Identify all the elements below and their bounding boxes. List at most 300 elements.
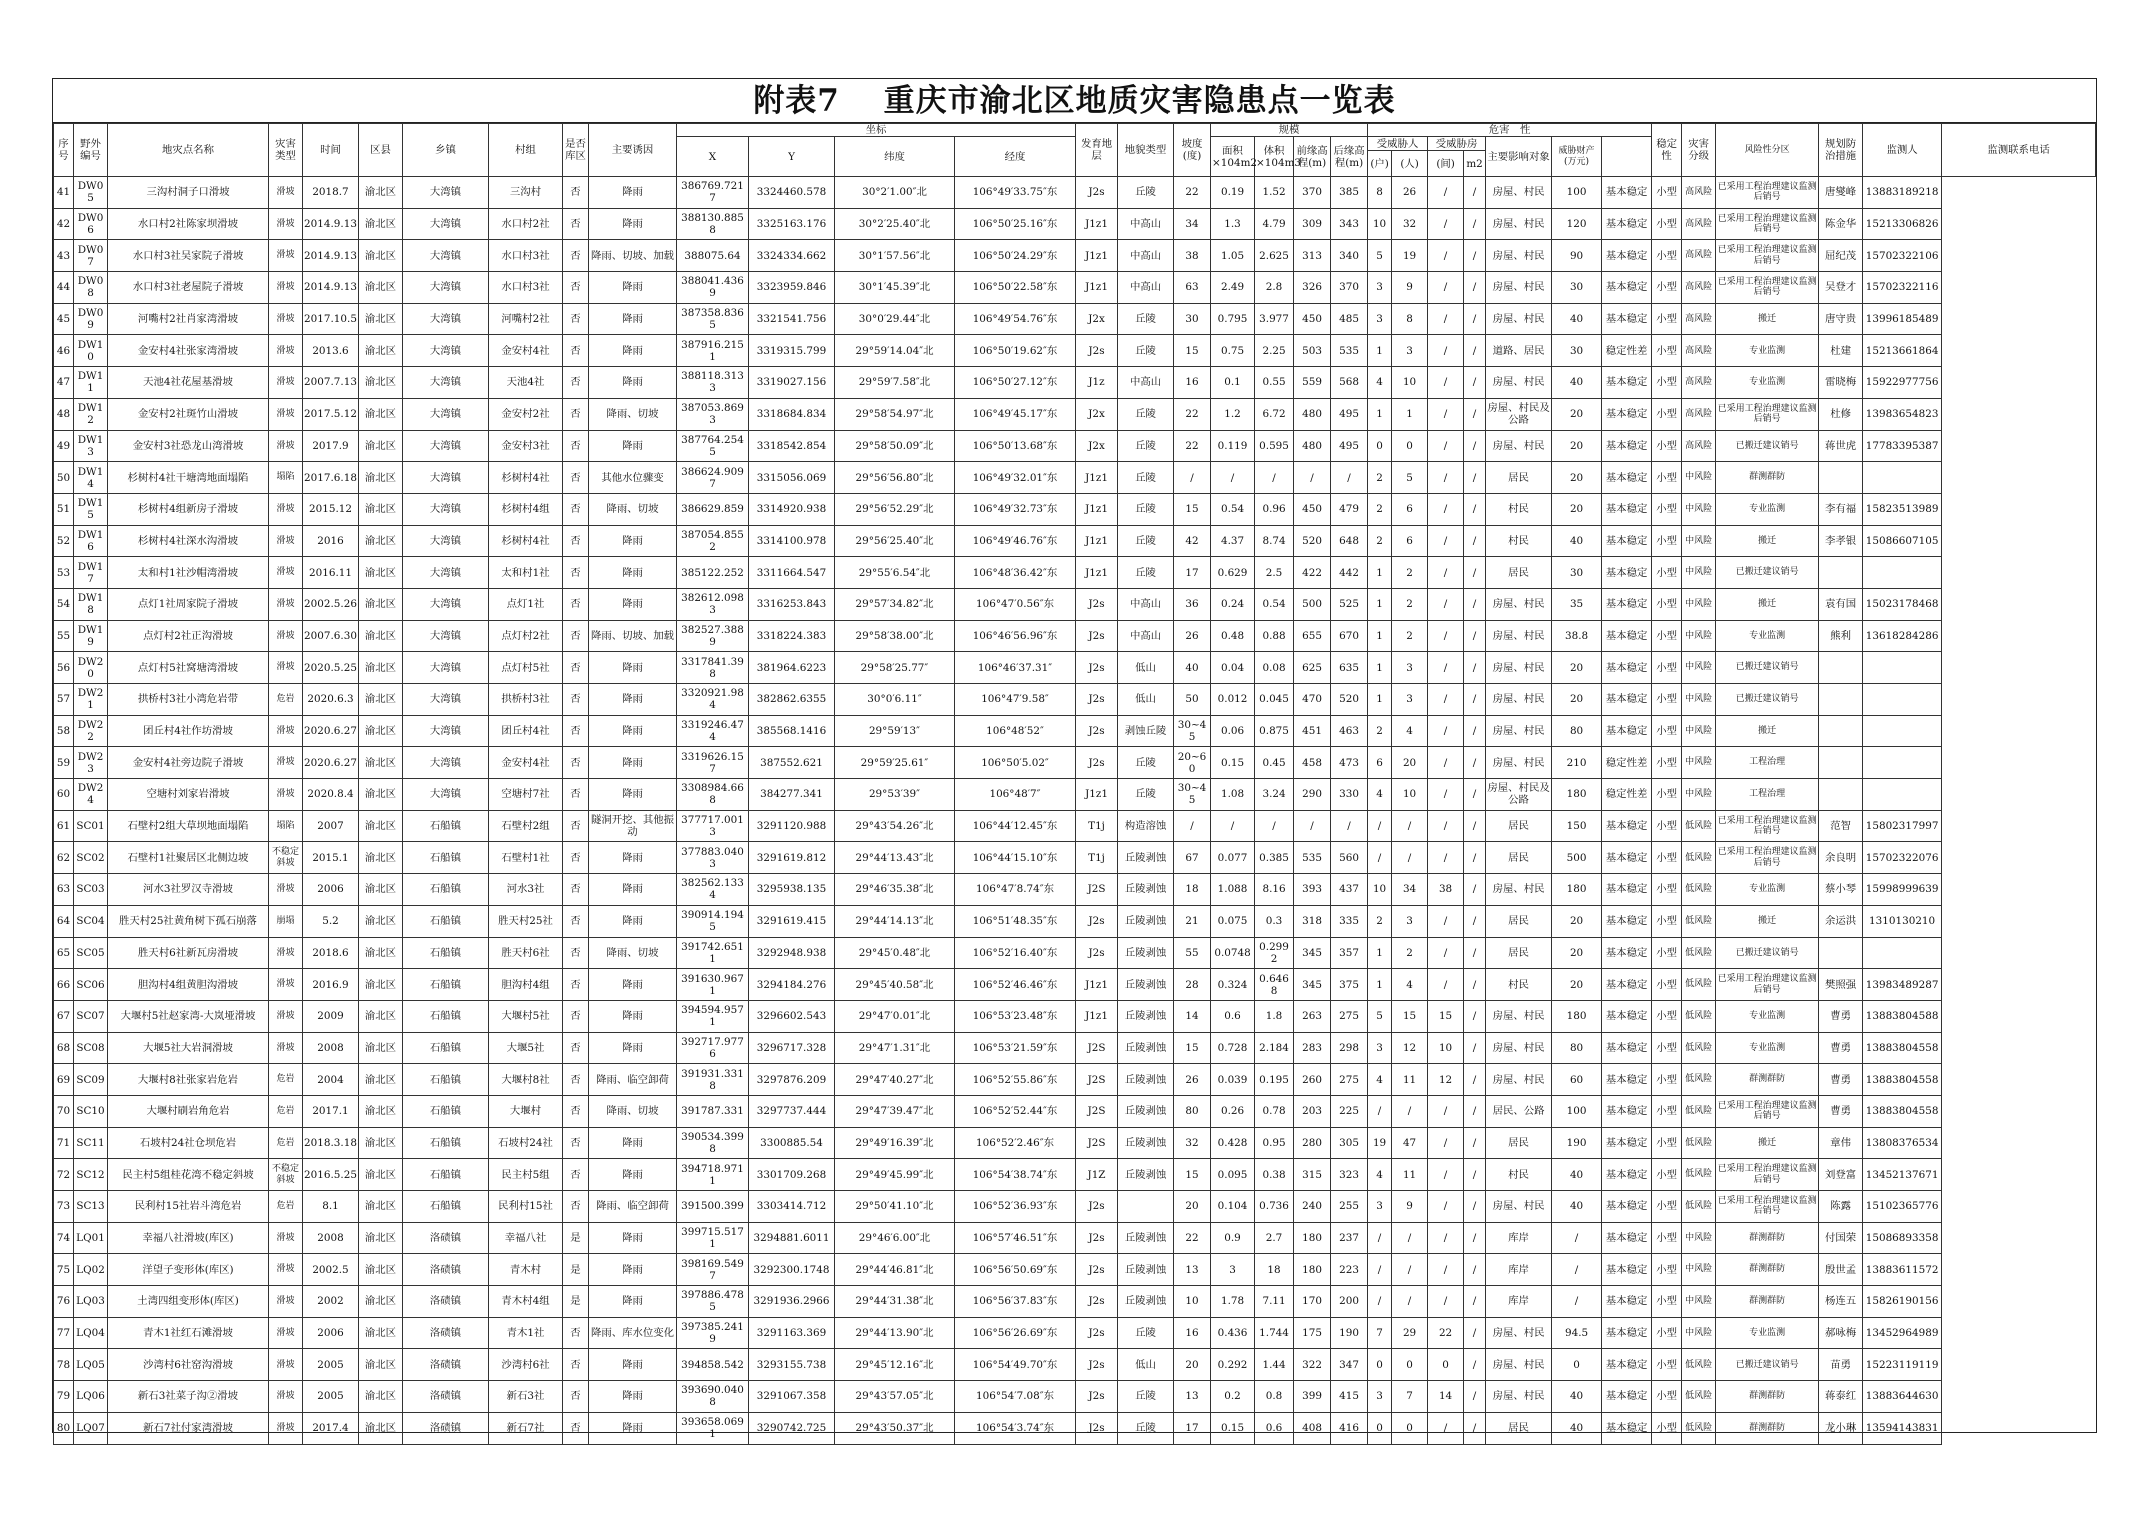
cell-lon: 106°46′37.31″ [955,652,1076,684]
cell-district: 渝北区 [359,335,403,367]
cell-village: 幸福八社 [489,1222,563,1254]
cell-field-code: DW14 [74,462,108,494]
cell-objects: 村民 [1486,1159,1552,1191]
cell-rooms: / [1428,462,1464,494]
cell-objects: 居民 [1486,810,1552,842]
cell-area: 0.104 [1211,1191,1255,1223]
cell-households: 3 [1368,1191,1392,1223]
cell-area: 1.08 [1211,779,1255,811]
cell-district: 渝北区 [359,1032,403,1064]
cell-slope: 80 [1174,1095,1211,1127]
cell-town: 大湾镇 [403,303,489,335]
cell-y: 3316253.843 [749,588,835,620]
cell-district: 渝北区 [359,1381,403,1413]
cell-landform: 丘陵剥蚀 [1118,1000,1174,1032]
cell-stability: 基本稳定 [1602,208,1652,240]
cell-objects: 道路、居民 [1486,335,1552,367]
cell-risk-zone: 中风险 [1682,652,1716,684]
cell-field-code: DW13 [74,430,108,462]
cell-name: 点灯村2社正沟滑坡 [108,620,269,652]
cell-reservoir: 否 [563,969,589,1001]
cell-volume: 8.16 [1255,874,1294,906]
cell-volume: 0.3 [1255,905,1294,937]
cell-volume: 0.2992 [1255,937,1294,969]
cell-reservoir: 否 [563,652,589,684]
cell-objects: 房屋、村民 [1486,1349,1552,1381]
cell-monitor: 苗勇 [1819,1349,1863,1381]
cell-m2: / [1464,557,1486,589]
cell-monitor: 郝咏梅 [1819,1317,1863,1349]
header-rear-elev: 后缘高程(m) [1331,137,1368,177]
cell-cause: 降雨 [589,969,677,1001]
cell-lat: 29°44′46.81″北 [835,1254,955,1286]
cell-front-elev: 180 [1294,1254,1331,1286]
cell-lon: 106°51′48.35″东 [955,905,1076,937]
cell-front-elev: 309 [1294,208,1331,240]
cell-monitor: 章伟 [1819,1127,1863,1159]
cell-phone: 13883804558 [1863,1064,1942,1096]
cell-lat: 29°58′25.77″ [835,652,955,684]
cell-time: 2020.8.4 [303,779,359,811]
table-row [54,1412,2096,1444]
cell-volume: 0.54 [1255,588,1294,620]
cell-time: 2020.6.27 [303,715,359,747]
cell-time: 2014.9.13 [303,208,359,240]
cell-landform: 丘陵剥蚀 [1118,874,1174,906]
cell-time: 2016.5.25 [303,1159,359,1191]
table-row [54,810,2096,842]
header-y: Y [749,137,835,177]
table-row [54,1000,2096,1032]
cell-district: 渝北区 [359,684,403,716]
cell-district: 渝北区 [359,303,403,335]
cell-monitor [1819,462,1863,494]
cell-grade: 小型 [1652,1286,1682,1318]
cell-measures: 已采用工程治理建议监测后销号 [1716,240,1819,272]
cell-m2: / [1464,398,1486,430]
cell-time: 2002.5.26 [303,588,359,620]
cell-seq: 43 [54,240,74,272]
cell-monitor: 樊照强 [1819,969,1863,1001]
cell-reservoir: 否 [563,747,589,779]
cell-strata: J2s [1076,747,1118,779]
cell-rear-elev: 370 [1331,272,1368,304]
cell-name: 河水3社罗汉寺滑坡 [108,874,269,906]
cell-area: 0.119 [1211,430,1255,462]
cell-lon: 106°50′24.29″东 [955,240,1076,272]
cell-slope: 67 [1174,842,1211,874]
cell-slope: 38 [1174,240,1211,272]
cell-landform: 中高山 [1118,240,1174,272]
cell-lat: 29°45′40.58″北 [835,969,955,1001]
cell-stability: 基本稳定 [1602,240,1652,272]
cell-stability: 基本稳定 [1602,177,1652,209]
cell-risk-zone: 低风险 [1682,1032,1716,1064]
cell-landform: 丘陵 [1118,430,1174,462]
cell-objects: 房屋、村民 [1486,272,1552,304]
cell-district: 渝北区 [359,367,403,399]
cell-rooms: / [1428,1286,1464,1318]
cell-persons: 5 [1392,462,1428,494]
cell-y: 384277.341 [749,779,835,811]
cell-field-code: LQ04 [74,1317,108,1349]
cell-slope: 18 [1174,874,1211,906]
cell-households: / [1368,1095,1392,1127]
cell-phone: 13883644630 [1863,1381,1942,1413]
cell-reservoir: 是 [563,1222,589,1254]
cell-monitor: 曹勇 [1819,1000,1863,1032]
cell-time: 2009 [303,1000,359,1032]
header-seq: 序号 [54,124,74,177]
cell-area: 0.012 [1211,684,1255,716]
cell-m2: / [1464,937,1486,969]
cell-monitor [1819,937,1863,969]
cell-property: 20 [1552,430,1602,462]
cell-monitor: 殷世孟 [1819,1254,1863,1286]
cell-village: 青木1社 [489,1317,563,1349]
cell-rooms: / [1428,398,1464,430]
cell-seq: 73 [54,1191,74,1223]
cell-district: 渝北区 [359,874,403,906]
cell-district: 渝北区 [359,462,403,494]
cell-objects: 房屋、村民 [1486,208,1552,240]
cell-stability: 基本稳定 [1602,1000,1652,1032]
cell-objects: 房屋、村民 [1486,1381,1552,1413]
cell-district: 渝北区 [359,620,403,652]
cell-persons: 3 [1392,335,1428,367]
cell-cause: 降雨 [589,684,677,716]
cell-m2: / [1464,1286,1486,1318]
cell-town: 大湾镇 [403,208,489,240]
cell-x: 391787.331 [677,1095,749,1127]
table-row [54,652,2096,684]
cell-name: 胜天村25社黄角树下孤石崩落 [108,905,269,937]
cell-area: 0.075 [1211,905,1255,937]
cell-x: 391630.9671 [677,969,749,1001]
cell-landform: 丘陵 [1118,335,1174,367]
cell-type: 塌陷 [269,462,303,494]
cell-cause: 降雨 [589,335,677,367]
cell-lat: 30°0′29.44″北 [835,303,955,335]
cell-field-code: DW08 [74,272,108,304]
cell-town: 石船镇 [403,905,489,937]
cell-lon: 106°49′33.75″东 [955,177,1076,209]
cell-measures: 专业监测 [1716,1032,1819,1064]
cell-type: 滑坡 [269,303,303,335]
cell-risk-zone: 低风险 [1682,1349,1716,1381]
cell-town: 石船镇 [403,1095,489,1127]
cell-lat: 30°1′45.39″北 [835,272,955,304]
cell-front-elev: 625 [1294,652,1331,684]
cell-property: 40 [1552,303,1602,335]
cell-town: 洛碛镇 [403,1222,489,1254]
cell-time: 2002 [303,1286,359,1318]
cell-households: 4 [1368,367,1392,399]
cell-risk-zone: 低风险 [1682,842,1716,874]
cell-landform: 丘陵 [1118,525,1174,557]
cell-front-elev: 313 [1294,240,1331,272]
header-risk-zone: 风险性分区 [1716,124,1819,177]
cell-persons: 4 [1392,969,1428,1001]
cell-x: 387764.2545 [677,430,749,462]
cell-area: 0.15 [1211,1412,1255,1444]
cell-lat: 29°47′39.47″北 [835,1095,955,1127]
cell-measures: 已采用工程治理建议监测后销号 [1716,810,1819,842]
cell-field-code: SC09 [74,1064,108,1096]
hazard-table [53,123,2096,1445]
cell-lon: 106°54′3.74″东 [955,1412,1076,1444]
cell-stability: 基本稳定 [1602,493,1652,525]
cell-m2: / [1464,367,1486,399]
cell-district: 渝北区 [359,969,403,1001]
cell-volume: 8.74 [1255,525,1294,557]
cell-grade: 小型 [1652,398,1682,430]
cell-seq: 47 [54,367,74,399]
cell-strata: J2s [1076,1412,1118,1444]
cell-volume: 0.6 [1255,1412,1294,1444]
cell-lon: 106°49′46.76″东 [955,525,1076,557]
cell-objects: 居民 [1486,937,1552,969]
cell-lat: 29°49′45.99″北 [835,1159,955,1191]
cell-stability: 基本稳定 [1602,969,1652,1001]
cell-area: 1.2 [1211,398,1255,430]
cell-rooms: / [1428,620,1464,652]
cell-field-code: LQ07 [74,1412,108,1444]
cell-slope: 14 [1174,1000,1211,1032]
cell-town: 洛碛镇 [403,1412,489,1444]
header-lon: 经度 [955,137,1076,177]
cell-persons: 9 [1392,272,1428,304]
cell-cause: 降雨 [589,652,677,684]
cell-strata: J1z1 [1076,462,1118,494]
cell-rooms: / [1428,303,1464,335]
cell-name: 民利村15社岩斗湾危岩 [108,1191,269,1223]
cell-reservoir: 否 [563,1412,589,1444]
cell-landform: 丘陵剥蚀 [1118,1032,1174,1064]
cell-households: 1 [1368,557,1392,589]
cell-front-elev: 290 [1294,779,1331,811]
cell-persons: 0 [1392,1412,1428,1444]
cell-property: 40 [1552,525,1602,557]
cell-area: 0.48 [1211,620,1255,652]
cell-x: 387053.8693 [677,398,749,430]
cell-area: 0.728 [1211,1032,1255,1064]
cell-y: 3297876.209 [749,1064,835,1096]
cell-field-code: SC04 [74,905,108,937]
cell-m2: / [1464,715,1486,747]
header-monitor: 监测人 [1863,124,1942,177]
cell-cause: 其他水位骤变 [589,462,677,494]
cell-front-elev: 175 [1294,1317,1331,1349]
cell-field-code: SC13 [74,1191,108,1223]
cell-objects: 房屋、村民 [1486,652,1552,684]
cell-grade: 小型 [1652,272,1682,304]
cell-type: 危岩 [269,684,303,716]
cell-landform: 丘陵 [1118,557,1174,589]
cell-objects: 房屋、村民 [1486,1191,1552,1223]
cell-name: 沙湾村6社窑沟滑坡 [108,1349,269,1381]
cell-monitor: 雷晓梅 [1819,367,1863,399]
cell-slope: 10 [1174,1286,1211,1318]
cell-district: 渝北区 [359,937,403,969]
cell-m2: / [1464,588,1486,620]
cell-measures: 工程治理 [1716,779,1819,811]
cell-persons: 3 [1392,905,1428,937]
cell-monitor [1819,684,1863,716]
cell-measures: 专业监测 [1716,1000,1819,1032]
table-row [54,462,2096,494]
cell-town: 石船镇 [403,842,489,874]
cell-monitor: 杜修 [1819,398,1863,430]
cell-seq: 65 [54,937,74,969]
cell-time: 2020.6.3 [303,684,359,716]
cell-households: 0 [1368,1412,1392,1444]
cell-slope: / [1174,462,1211,494]
cell-persons: 32 [1392,208,1428,240]
header-field-code: 野外编号 [74,124,108,177]
cell-village: 新石3社 [489,1381,563,1413]
table-row [54,1095,2096,1127]
cell-slope: 42 [1174,525,1211,557]
cell-grade: 小型 [1652,1000,1682,1032]
cell-reservoir: 否 [563,367,589,399]
cell-time: 2017.10.5 [303,303,359,335]
cell-measures: 搬迁 [1716,715,1819,747]
cell-reservoir: 否 [563,937,589,969]
table-row [54,1349,2096,1381]
cell-lat: 29°53′39″ [835,779,955,811]
cell-rear-elev: 275 [1331,1000,1368,1032]
cell-lon: 106°56′26.69″东 [955,1317,1076,1349]
cell-measures: 搬迁 [1716,1127,1819,1159]
cell-stability: 基本稳定 [1602,652,1652,684]
cell-slope: 22 [1174,1222,1211,1254]
cell-lat: 29°45′12.16″北 [835,1349,955,1381]
cell-objects: 居民、公路 [1486,1095,1552,1127]
cell-district: 渝北区 [359,525,403,557]
cell-lon: 106°50′25.16″东 [955,208,1076,240]
cell-type: 滑坡 [269,430,303,462]
cell-risk-zone: 低风险 [1682,810,1716,842]
cell-y: 3294881.6011 [749,1222,835,1254]
cell-grade: 小型 [1652,493,1682,525]
cell-risk-zone: 低风险 [1682,1064,1716,1096]
cell-x: 397385.2419 [677,1317,749,1349]
cell-y: 381964.6223 [749,652,835,684]
cell-seq: 45 [54,303,74,335]
cell-measures: 已搬迁建议销号 [1716,652,1819,684]
cell-persons: 11 [1392,1159,1428,1191]
cell-stability: 基本稳定 [1602,810,1652,842]
header-threat-houses: 受威胁房 [1428,137,1486,151]
cell-risk-zone: 中风险 [1682,1317,1716,1349]
cell-slope: / [1174,810,1211,842]
cell-reservoir: 否 [563,1127,589,1159]
cell-cause: 降雨 [589,874,677,906]
cell-cause: 降雨 [589,303,677,335]
cell-lon: 106°49′45.17″东 [955,398,1076,430]
cell-grade: 小型 [1652,1064,1682,1096]
cell-village: 金安村4社 [489,747,563,779]
cell-front-elev: 450 [1294,303,1331,335]
cell-y: 3291120.988 [749,810,835,842]
cell-x: 386629.859 [677,493,749,525]
cell-slope: 15 [1174,493,1211,525]
cell-front-elev: 520 [1294,525,1331,557]
cell-measures: 搬迁 [1716,525,1819,557]
cell-front-elev: 535 [1294,842,1331,874]
cell-village: 拱桥村3社 [489,684,563,716]
cell-slope: 30~45 [1174,715,1211,747]
cell-households: 0 [1368,1349,1392,1381]
cell-field-code: DW12 [74,398,108,430]
cell-households: 10 [1368,874,1392,906]
cell-x: 391742.6511 [677,937,749,969]
cell-y: 3311664.547 [749,557,835,589]
header-hazard: 危害 性 [1368,124,1652,137]
cell-reservoir: 否 [563,208,589,240]
cell-measures: 群测群防 [1716,1222,1819,1254]
cell-type: 崩塌 [269,905,303,937]
cell-reservoir: 否 [563,874,589,906]
cell-lon: 106°49′54.76″东 [955,303,1076,335]
cell-x: 397886.4785 [677,1286,749,1318]
cell-measures: 已采用工程治理建议监测后销号 [1716,398,1819,430]
cell-name: 水口村3社吴家院子滑坡 [108,240,269,272]
hazard-rows [54,177,2096,1445]
cell-rear-elev: 495 [1331,398,1368,430]
cell-time: 2007.7.13 [303,367,359,399]
cell-name: 金安村3社恐龙山湾滑坡 [108,430,269,462]
cell-m2: / [1464,1159,1486,1191]
cell-risk-zone: 高风险 [1682,272,1716,304]
cell-stability: 基本稳定 [1602,1317,1652,1349]
cell-measures: 工程治理 [1716,747,1819,779]
cell-lon: 106°44′12.45″东 [955,810,1076,842]
cell-risk-zone: 高风险 [1682,398,1716,430]
cell-field-code: SC03 [74,874,108,906]
cell-phone: 1310130210 [1863,905,1942,937]
cell-volume: 2.5 [1255,557,1294,589]
cell-village: 青木村4组 [489,1286,563,1318]
cell-reservoir: 否 [563,779,589,811]
cell-grade: 小型 [1652,588,1682,620]
cell-district: 渝北区 [359,493,403,525]
cell-objects: 居民 [1486,842,1552,874]
cell-risk-zone: 低风险 [1682,937,1716,969]
cell-district: 渝北区 [359,177,403,209]
cell-volume: 2.184 [1255,1032,1294,1064]
cell-households: / [1368,810,1392,842]
cell-measures: 已采用工程治理建议监测后销号 [1716,272,1819,304]
table-row [54,1064,2096,1096]
cell-reservoir: 否 [563,1095,589,1127]
cell-x: 382562.1334 [677,874,749,906]
cell-persons: 6 [1392,493,1428,525]
cell-landform: 丘陵 [1118,1381,1174,1413]
cell-area: 1.3 [1211,208,1255,240]
cell-name: 幸福八社滑坡(库区) [108,1222,269,1254]
cell-grade: 小型 [1652,1095,1682,1127]
cell-front-elev: 180 [1294,1222,1331,1254]
cell-objects: 村民 [1486,525,1552,557]
header-strata: 发育地层 [1076,124,1118,177]
cell-time: 2008 [303,1222,359,1254]
cell-district: 渝北区 [359,1222,403,1254]
cell-type: 滑坡 [269,272,303,304]
cell-name: 水口村3社老屋院子滑坡 [108,272,269,304]
table-row [54,272,2096,304]
